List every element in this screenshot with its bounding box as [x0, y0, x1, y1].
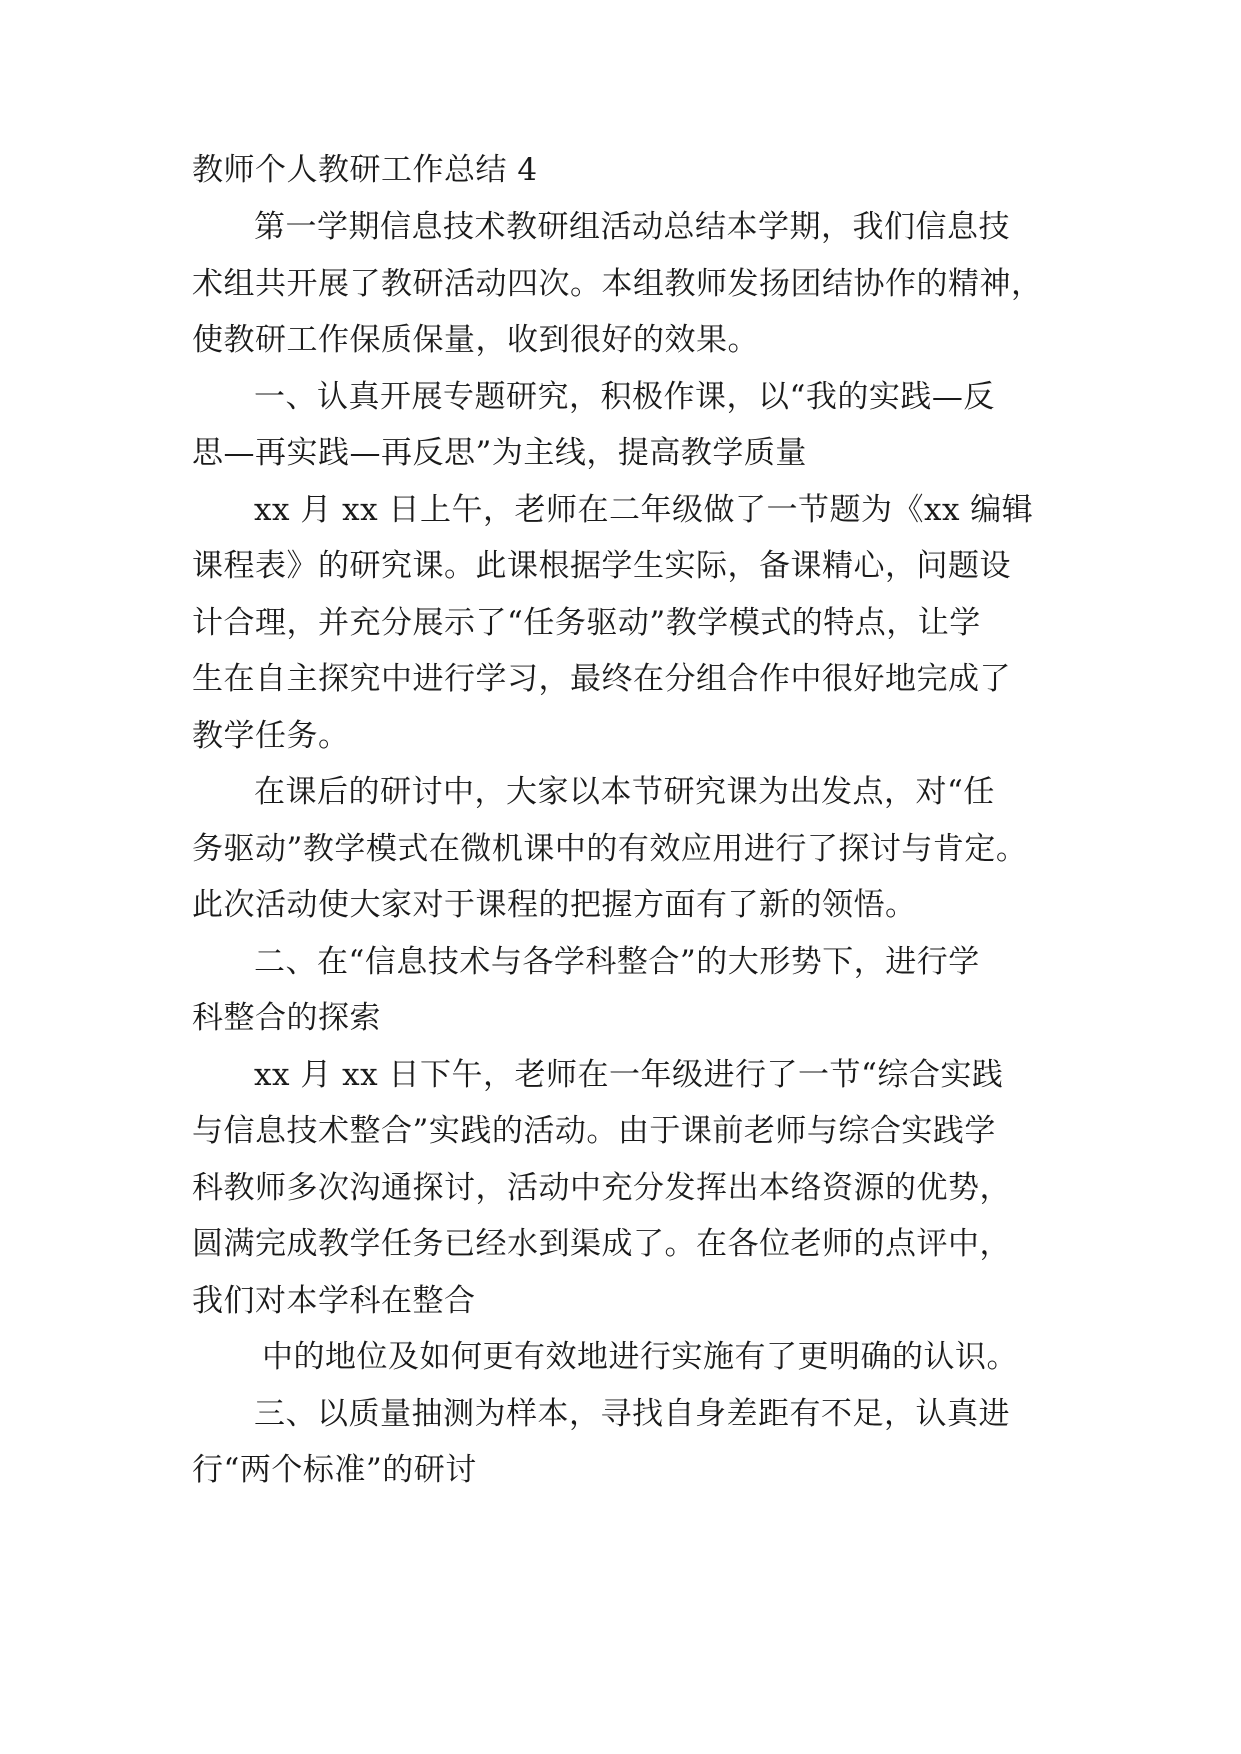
section-heading-line: 二、在“信息技术与各学科整合”的大形势下，进行学	[254, 944, 980, 980]
paragraph-line: 第一学期信息技术教研组活动总结本学期，我们信息技	[254, 209, 1010, 245]
paragraph-line: 生在自主探究中进行学习，最终在分组合作中很好地完成了	[192, 661, 1011, 697]
paragraph-line: 教学任务。	[192, 718, 350, 754]
document-title: 教师个人教研工作总结 4	[192, 152, 538, 188]
paragraph-line: xx 月 xx 日上午，老师在二年级做了一节题为《xx 编辑	[254, 492, 1034, 528]
paragraph-line: 课程表》的研究课。此课根据学生实际，备课精心，问题设	[192, 548, 1011, 584]
paragraph-line: 术组共开展了教研活动四次。本组教师发扬团结协作的精神，	[192, 266, 1043, 302]
paragraph-line: 圆满完成教学任务已经水到渠成了。在各位老师的点评中，	[192, 1226, 1011, 1262]
section-heading-line: 三、以质量抽测为样本，寻找自身差距有不足，认真进	[254, 1396, 1010, 1432]
paragraph-line: 使教研工作保质保量，收到很好的效果。	[192, 322, 759, 358]
paragraph-line: 在课后的研讨中，大家以本节研究课为出发点，对“任	[254, 774, 995, 810]
section-heading-line: 一、认真开展专题研究，积极作课，以“我的实践—反	[254, 379, 995, 415]
section-heading-line: 行“两个标准”的研讨	[192, 1452, 477, 1488]
section-heading-line: 思—再实践—再反思”为主线，提高教学质量	[192, 435, 807, 471]
paragraph-line: 与信息技术整合”实践的活动。由于课前老师与综合实践学	[192, 1113, 996, 1149]
paragraph-line: xx 月 xx 日下午，老师在一年级进行了一节“综合实践	[254, 1057, 1004, 1093]
section-heading-line: 科整合的探索	[192, 1000, 381, 1036]
paragraph-line: 计合理，并充分展示了“任务驱动”教学模式的特点，让学	[192, 605, 981, 641]
paragraph-line: 中的地位及如何更有效地进行实施有了更明确的认识。	[262, 1339, 1018, 1375]
paragraph-line: 务驱动”教学模式在微机课中的有效应用进行了探讨与肯定。	[192, 831, 1028, 867]
paragraph-line: 此次活动使大家对于课程的把握方面有了新的领悟。	[192, 887, 917, 923]
paragraph-line: 我们对本学科在整合	[192, 1283, 476, 1319]
paragraph-line: 科教师多次沟通探讨，活动中充分发挥出本络资源的优势，	[192, 1170, 1011, 1206]
